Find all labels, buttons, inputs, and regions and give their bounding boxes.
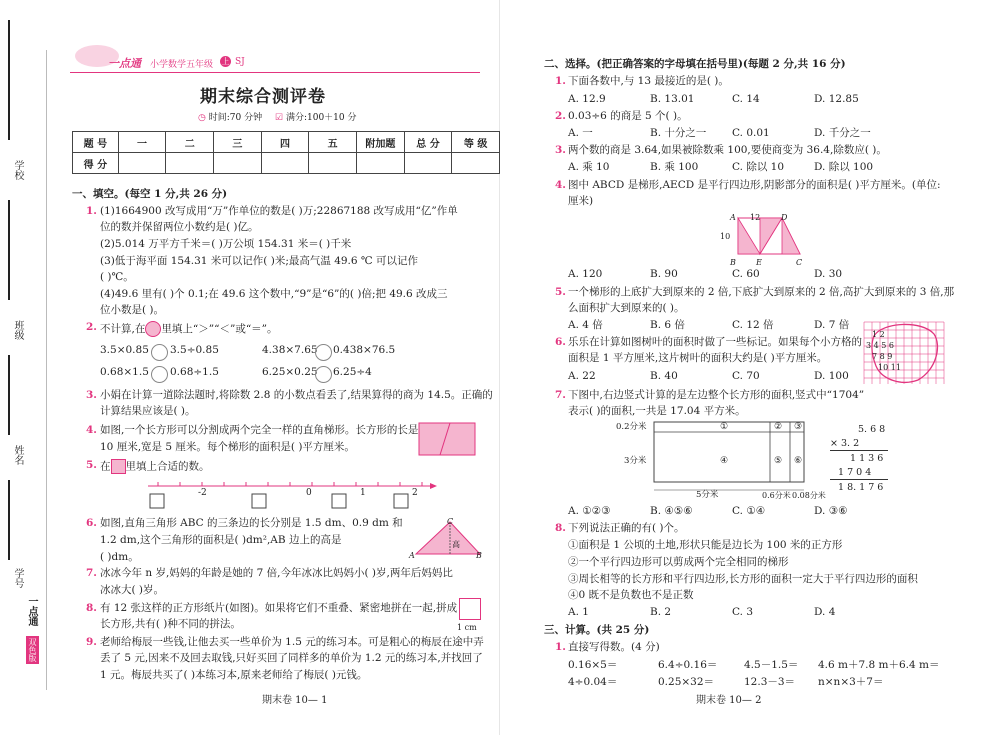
leaf-mark: 7 8 9 xyxy=(872,352,893,361)
q5-line xyxy=(100,459,210,474)
trapezoid-label: 12 xyxy=(750,213,761,222)
region-label: ① xyxy=(720,422,729,432)
calc-item: 4.5－1.5＝ xyxy=(744,659,799,671)
q1-line: 位的数并保留两位小数约是( )亿。 xyxy=(100,221,259,233)
q2-expr: 3.5÷0.85 xyxy=(170,344,219,356)
side-bar-mid2 xyxy=(8,355,10,435)
question-number: 4. xyxy=(86,424,97,436)
trapezoid-label: E xyxy=(756,258,762,267)
statement: ②一个平行四边形可以剪成两个完全相同的梯形 xyxy=(568,556,789,568)
pink-square-icon xyxy=(111,459,126,474)
dim-label-bottom: 0.08分米 xyxy=(792,491,826,500)
leaf-mark: 1 2 xyxy=(872,330,885,339)
trapezoid-label: B xyxy=(730,258,736,267)
option-d[interactable]: D. 除以 100 xyxy=(814,161,874,173)
tick-label: 2 xyxy=(412,488,418,498)
region-label: ④ xyxy=(720,456,729,466)
q2-expr: 6.25÷4 xyxy=(333,366,372,378)
score-cell: 附加题 xyxy=(357,132,405,153)
calc-item: 4.6 m＋7.8 m＋6.4 m＝ xyxy=(818,659,940,671)
tick-label: -2 xyxy=(198,488,207,498)
option-b[interactable]: B. 40 xyxy=(650,370,678,382)
choice-question: 下列说法正确的有( )个。 xyxy=(568,522,685,534)
score-table xyxy=(72,131,500,174)
check-icon: ☑ xyxy=(275,113,284,123)
question-number: 6. xyxy=(86,517,97,529)
dim-label-left: 3分米 xyxy=(624,456,647,466)
score-input-cell[interactable] xyxy=(166,153,214,174)
q2-line xyxy=(100,321,278,337)
side-label-class: 班级 xyxy=(12,320,23,340)
option-b[interactable]: B. 6 倍 xyxy=(650,319,685,331)
q9-line: 老师给梅辰一些钱,让他去买一些单价为 1.5 元的练习本。可是粗心的梅辰在途中弄 xyxy=(100,636,484,648)
option-b[interactable]: B. ④⑤⑥ xyxy=(650,505,693,517)
region-label: ⑤ xyxy=(774,456,783,466)
binding-line xyxy=(46,50,47,690)
trapezoid-label: C xyxy=(796,258,803,267)
question-number: 4. xyxy=(555,179,566,191)
choice-question: 表示( )的面积,一共是 17.04 平方米。 xyxy=(568,405,746,417)
triangle-label: B xyxy=(476,551,482,560)
right-page xyxy=(500,0,1000,735)
score-input-cell[interactable] xyxy=(261,153,309,174)
option-c[interactable]: C. 12 倍 xyxy=(732,319,774,331)
option-d[interactable]: D. 千分之一 xyxy=(814,127,871,139)
statement: ④0 既不是负数也不是正数 xyxy=(568,589,694,601)
compare-circle[interactable] xyxy=(315,342,332,361)
q6-line: ( )dm。 xyxy=(100,551,139,563)
blank-circle-icon xyxy=(151,344,168,361)
q1-line: (1)1664900 改写成用“万”作单位的数是( )万;22867188 改写成用“亿”作单 xyxy=(100,205,458,217)
score-input-cell[interactable] xyxy=(118,153,166,174)
score-cell: 等 级 xyxy=(452,132,500,153)
region-label: ② xyxy=(774,422,783,432)
side-label-name: 姓名 xyxy=(12,445,23,465)
blank-circle-icon xyxy=(151,366,168,383)
question-number: 5. xyxy=(86,459,97,471)
compare-circle[interactable] xyxy=(315,364,332,383)
q2-expr: 0.68×1.5 xyxy=(100,366,149,378)
score-cell: 二 xyxy=(166,132,214,153)
region-label: ⑥ xyxy=(794,456,803,466)
triangle-label: C xyxy=(447,517,454,526)
section-1-heading: 一、填空。(每空 1 分,共 26 分) xyxy=(72,188,228,200)
q4-line: 10 厘米,宽是 5 厘米。每个梯形的面积是( )平方厘米。 xyxy=(100,441,355,453)
page-title: 期末综合测评卷 xyxy=(200,87,326,107)
number-line xyxy=(140,476,440,516)
statement: ③周长相等的长方形和平行四边形,长方形的面积一定大于平行四边形的面积 xyxy=(568,573,918,585)
side-bar-mid xyxy=(8,200,10,300)
choice-question: 厘米) xyxy=(568,195,594,207)
question-number: 1. xyxy=(555,641,566,653)
vertical-calc-row: 1 8. 1 7 6 xyxy=(838,482,884,493)
question-number: 8. xyxy=(86,602,97,614)
q8-line: 长方形,共有( )种不同的拼法。 xyxy=(100,618,241,630)
q1-line: ( )℃。 xyxy=(100,271,134,283)
option-d[interactable]: D. 100 xyxy=(814,370,849,382)
calc-subheading: 直接写得数。(4 分) xyxy=(568,641,660,653)
statement: ①面积是 1 公顷的土地,形状只能是边长为 100 米的正方形 xyxy=(568,539,843,551)
vertical-calc-row: 5. 6 8 xyxy=(858,424,886,435)
score-cell: 三 xyxy=(214,132,262,153)
score-cell: 一 xyxy=(118,132,166,153)
score-table-score-row xyxy=(73,153,500,174)
option-b[interactable]: B. 乘 100 xyxy=(650,161,699,173)
trapezoid-label: D xyxy=(781,213,788,222)
choice-question: 0.03÷6 的商是 5 个( )。 xyxy=(568,110,688,122)
leaf-mark: 3 4 5 6 xyxy=(866,341,894,350)
side-badge-small: 双色版 xyxy=(28,638,37,662)
region-label: ③ xyxy=(794,422,803,432)
option-b[interactable]: B. 13.01 xyxy=(650,93,695,105)
question-number: 1. xyxy=(555,75,566,87)
q5-text-a: 在 xyxy=(100,460,111,473)
calc-item: n×n×3＋7＝ xyxy=(818,676,884,688)
q3-line: 小娟在计算一道除法题时,将除数 2.8 的小数点看丢了,结果算得的商为 14.5。正确的 xyxy=(100,389,493,401)
option-d[interactable]: D. 4 xyxy=(814,606,836,618)
option-a[interactable]: A. 22 xyxy=(568,370,596,382)
q9-line: 丢了 5 元,因来不及回去取钱,只好买回了同样多的单价为 1.2 元的练习本,并找回了 xyxy=(100,652,483,664)
triangle-label: A xyxy=(409,551,415,560)
side-label-school: 学校 xyxy=(12,160,23,180)
question-number: 1. xyxy=(86,205,97,217)
score-cell: 总 分 xyxy=(404,132,452,153)
score-input-cell[interactable] xyxy=(214,153,262,174)
q1-line: (2)5.014 万平方千米＝( )万公顷 154.31 米＝( )千米 xyxy=(100,238,352,250)
question-number: 5. xyxy=(555,286,566,298)
calc-item: 0.25×32＝ xyxy=(658,676,715,688)
choice-question: 图中 ABCD 是梯形,AECD 是平行四边形,阴影部分的面积是( )平方厘米。(单位: xyxy=(568,179,941,191)
rectangle-split-figure xyxy=(418,422,478,458)
q7-line: 冰冰大( )岁。 xyxy=(100,584,165,596)
choice-question: 下图中,右边竖式计算的是左边整个长方形的面积,竖式中“1704” xyxy=(568,389,865,401)
option-d[interactable]: D. 12.85 xyxy=(814,93,859,105)
choice-question: 两个数的商是 3.64,如果被除数乘 100,要使商变为 36.4,除数应( )。 xyxy=(568,144,887,156)
score-input-cell[interactable] xyxy=(404,153,452,174)
q7-line: 冰冰今年 n 岁,妈妈的年龄是她的 7 倍,今年冰冰比妈妈小( )岁,两年后妈妈比 xyxy=(100,567,453,579)
question-number: 8. xyxy=(555,522,566,534)
side-bar-top xyxy=(8,20,10,140)
dim-label-top: 0.2分米 xyxy=(616,422,647,432)
dim-label-bottom: 0.6分米 xyxy=(762,491,791,500)
compare-circle[interactable] xyxy=(151,364,168,383)
leaf-mark: 10 11 xyxy=(878,363,901,372)
q1-line: (4)49.6 里有( )个 0.1;在 49.6 这个数中,“9”是“6”的( )倍;把 49.6 改成三 xyxy=(100,288,448,300)
rectangle-area-figure xyxy=(650,420,810,496)
q5-text-b: 里填上合适的数。 xyxy=(125,460,210,473)
header-rule xyxy=(70,72,480,73)
question-number: 7. xyxy=(555,389,566,401)
trapezoid-label: 10 xyxy=(720,232,731,241)
blank-circle-icon xyxy=(315,366,332,383)
trapezoid-figure xyxy=(730,214,810,260)
option-a[interactable]: A. 一 xyxy=(568,127,593,139)
unit-square-label: 1 cm xyxy=(457,623,477,632)
score-label xyxy=(275,110,356,123)
q4-line: 如图,一个长方形可以分割成两个完全一样的直角梯形。长方形的长是 xyxy=(100,424,419,436)
option-a[interactable]: A. ①②③ xyxy=(568,505,611,517)
choice-question: 面积是 1 平方厘米,这片树叶的面积大约是( )平方厘米。 xyxy=(568,352,828,364)
choice-question: 么面积扩大到原来的( )。 xyxy=(568,302,685,314)
vertical-calc-row: 1 1 3 6 xyxy=(850,453,884,464)
choice-question: 一个梯形的上底扩大到原来的 2 倍,下底扩大到原来的 2 倍,高扩大到原来的 3 倍,那 xyxy=(568,286,955,298)
score-cell: 五 xyxy=(309,132,357,153)
side-label-number: 学号 xyxy=(12,568,23,588)
calc-item: 12.3－3＝ xyxy=(744,676,796,688)
option-c[interactable]: C. 0.01 xyxy=(732,127,770,139)
question-number: 2. xyxy=(555,110,566,122)
section-2-heading: 二、选择。(把正确答案的字母填在括号里)(每题 2 分,共 16 分) xyxy=(544,58,846,70)
question-number: 9. xyxy=(86,636,97,648)
score-input-cell[interactable] xyxy=(309,153,357,174)
time-label xyxy=(198,110,262,123)
q2-expr: 6.25×0.25 xyxy=(262,366,318,378)
option-b[interactable]: B. 2 xyxy=(650,606,672,618)
score-text: 满分:100＋10 分 xyxy=(285,113,357,123)
option-a[interactable]: A. 12.9 xyxy=(568,93,606,105)
header-grade-mark: 上 xyxy=(221,57,230,66)
trapezoid-label: A xyxy=(730,213,736,222)
choice-question: 下面各数中,与 13 最接近的是( )。 xyxy=(568,75,729,87)
option-c[interactable]: C. 60 xyxy=(732,268,760,280)
clock-icon: ◷ xyxy=(198,113,206,123)
tick-label: 0 xyxy=(306,488,312,498)
tick-label: 1 xyxy=(360,488,366,498)
option-c[interactable]: C. 3 xyxy=(732,606,754,618)
calc-item: 6.4÷0.16＝ xyxy=(658,659,718,671)
question-number: 7. xyxy=(86,567,97,579)
score-table-header-row xyxy=(73,132,500,153)
score-cell: 题 号 xyxy=(73,132,119,153)
logo: 一点通 xyxy=(108,57,141,70)
option-d[interactable]: D. 7 倍 xyxy=(814,319,850,331)
question-number: 2. xyxy=(86,321,97,333)
triangle-label: 高 xyxy=(452,540,460,549)
vertical-calc-row: 1 7 0 4 xyxy=(838,467,872,478)
vertical-calc-row: × 3. 2 xyxy=(830,438,860,449)
pink-circle-icon xyxy=(145,321,161,337)
section-3-heading: 三、计算。(共 25 分) xyxy=(544,624,650,636)
option-c[interactable]: C. ①④ xyxy=(732,505,766,517)
question-number: 6. xyxy=(555,336,566,348)
header-edition: SJ xyxy=(235,57,245,67)
score-input-cell[interactable] xyxy=(357,153,405,174)
score-cell: 四 xyxy=(261,132,309,153)
q1-line: 位小数是( )。 xyxy=(100,304,165,316)
option-b[interactable]: B. 十分之一 xyxy=(650,127,707,139)
time-text: 时间:70 分钟 xyxy=(208,113,263,123)
choice-question: 乐乐在计算如图树叶的面积时做了一些标记。如果每个小方格的 xyxy=(568,336,862,348)
option-a[interactable]: A. 乘 10 xyxy=(568,161,610,173)
option-c[interactable]: C. 14 xyxy=(732,93,760,105)
unit-square xyxy=(459,598,481,620)
score-cell: 得 分 xyxy=(73,153,119,174)
option-d[interactable]: D. ③⑥ xyxy=(814,505,848,517)
question-number: 3. xyxy=(86,389,97,401)
page-footer: 期末卷 10— 2 xyxy=(696,695,762,706)
calc-rule xyxy=(830,479,888,480)
q3-line: 计算结果应该是( )。 xyxy=(100,405,196,417)
option-b[interactable]: B. 90 xyxy=(650,268,678,280)
q8-line: 有 12 张这样的正方形纸片(如图)。如果将它们不重叠、紧密地拼在一起,拼成 xyxy=(100,602,458,614)
option-c[interactable]: C. 70 xyxy=(732,370,760,382)
score-input-cell[interactable] xyxy=(452,153,500,174)
option-c[interactable]: C. 除以 10 xyxy=(732,161,785,173)
q2-expr: 0.68÷1.5 xyxy=(170,366,219,378)
side-bar-mid3 xyxy=(8,480,10,560)
option-a[interactable]: A. 1 xyxy=(568,606,589,618)
option-a[interactable]: A. 120 xyxy=(568,268,603,280)
blank-circle-icon xyxy=(315,344,332,361)
q6-line: 如图,直角三角形 ABC 的三条边的长分别是 1.5 dm、0.9 dm 和 xyxy=(100,517,403,529)
q2-text-b: 里填上“＞”“＜”或“＝”。 xyxy=(161,323,278,335)
page-footer: 期末卷 10— 1 xyxy=(262,695,328,706)
side-badge: 一点通 xyxy=(26,596,37,626)
calc-item: 0.16×5＝ xyxy=(568,659,618,671)
dim-label-bottom: 5分米 xyxy=(696,490,719,500)
q2-expr: 0.438×76.5 xyxy=(333,344,396,356)
question-number: 3. xyxy=(555,144,566,156)
calc-item: 4÷0.04＝ xyxy=(568,676,618,688)
header-subject: 小学数学五年级 xyxy=(150,60,214,70)
option-a[interactable]: A. 4 倍 xyxy=(568,319,603,331)
q1-line: (3)低于海平面 154.31 米可以记作( )米;最高气温 49.6 ℃ 可以记作 xyxy=(100,255,418,267)
option-d[interactable]: D. 30 xyxy=(814,268,843,280)
q2-expr: 3.5×0.85 xyxy=(100,344,149,356)
q2-expr: 4.38×7.65 xyxy=(262,344,318,356)
q9-line: 1 元。梅辰共买了( )本练习本,原来老师给了梅辰( )元钱。 xyxy=(100,669,368,681)
q6-line: 1.2 dm,这个三角形的面积是( )dm²,AB 边上的高是 xyxy=(100,534,342,546)
calc-rule xyxy=(830,450,888,451)
q2-text-a: 不计算,在 xyxy=(100,323,146,335)
compare-circle[interactable] xyxy=(151,342,168,361)
